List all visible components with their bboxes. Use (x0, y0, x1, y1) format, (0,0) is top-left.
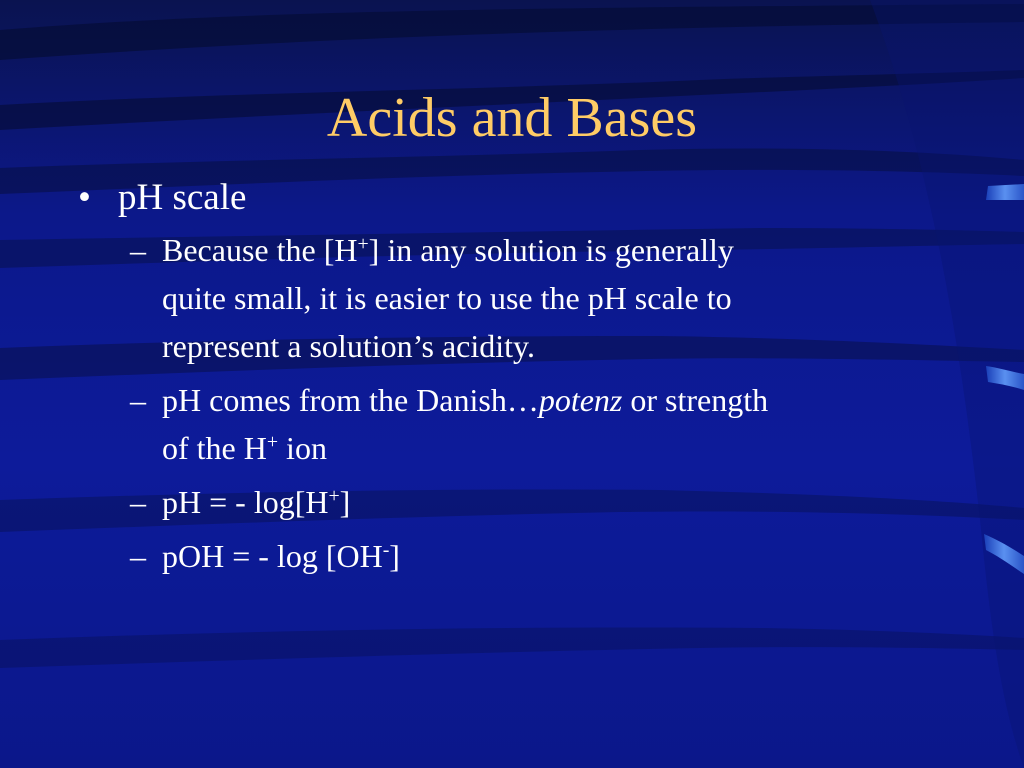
dash-marker: – (130, 538, 146, 574)
dash-marker: – (130, 232, 146, 268)
text-segment: or strength (622, 382, 769, 418)
text-segment: ] in any solution is generally (368, 232, 734, 268)
subbullet-line-2 (162, 430, 327, 466)
text-segment: pH comes from the Danish… (162, 382, 539, 418)
dash-marker: – (130, 382, 146, 418)
superscript: + (328, 485, 340, 508)
formula-text (162, 484, 350, 520)
slide-body (72, 174, 952, 586)
italic-term: potenz (538, 382, 623, 418)
superscript: + (357, 233, 369, 256)
subbullet-line-1 (162, 232, 734, 268)
subbullet-line-1 (162, 382, 768, 418)
formula-text (162, 538, 400, 574)
subbullet-poh-formula (72, 532, 952, 580)
text-segment: Because the [H (162, 232, 358, 268)
subbullet-ph-origin (72, 376, 952, 472)
superscript: + (266, 431, 279, 454)
slide-title: Acids and Bases (326, 87, 698, 149)
subbullet-h-concentration (72, 226, 952, 370)
bullet-text: pH scale (118, 177, 247, 218)
superscript: - (382, 539, 390, 562)
text-segment: ion (278, 430, 327, 466)
text-segment: pH = - log[H (162, 484, 329, 520)
subbullet-ph-formula (72, 478, 952, 526)
text-segment: pOH = - log [OH (162, 538, 383, 574)
dash-marker: – (130, 484, 146, 520)
subbullet-line-2: quite small, it is easier to use the pH scale to (162, 280, 732, 316)
bullet-ph-scale (72, 174, 952, 222)
subbullet-line-3: represent a solution’s acidity. (162, 328, 535, 364)
text-segment: ] (339, 484, 351, 520)
text-segment: of the H (162, 430, 267, 466)
bullet-marker: • (78, 177, 91, 218)
text-segment: ] (389, 538, 400, 574)
